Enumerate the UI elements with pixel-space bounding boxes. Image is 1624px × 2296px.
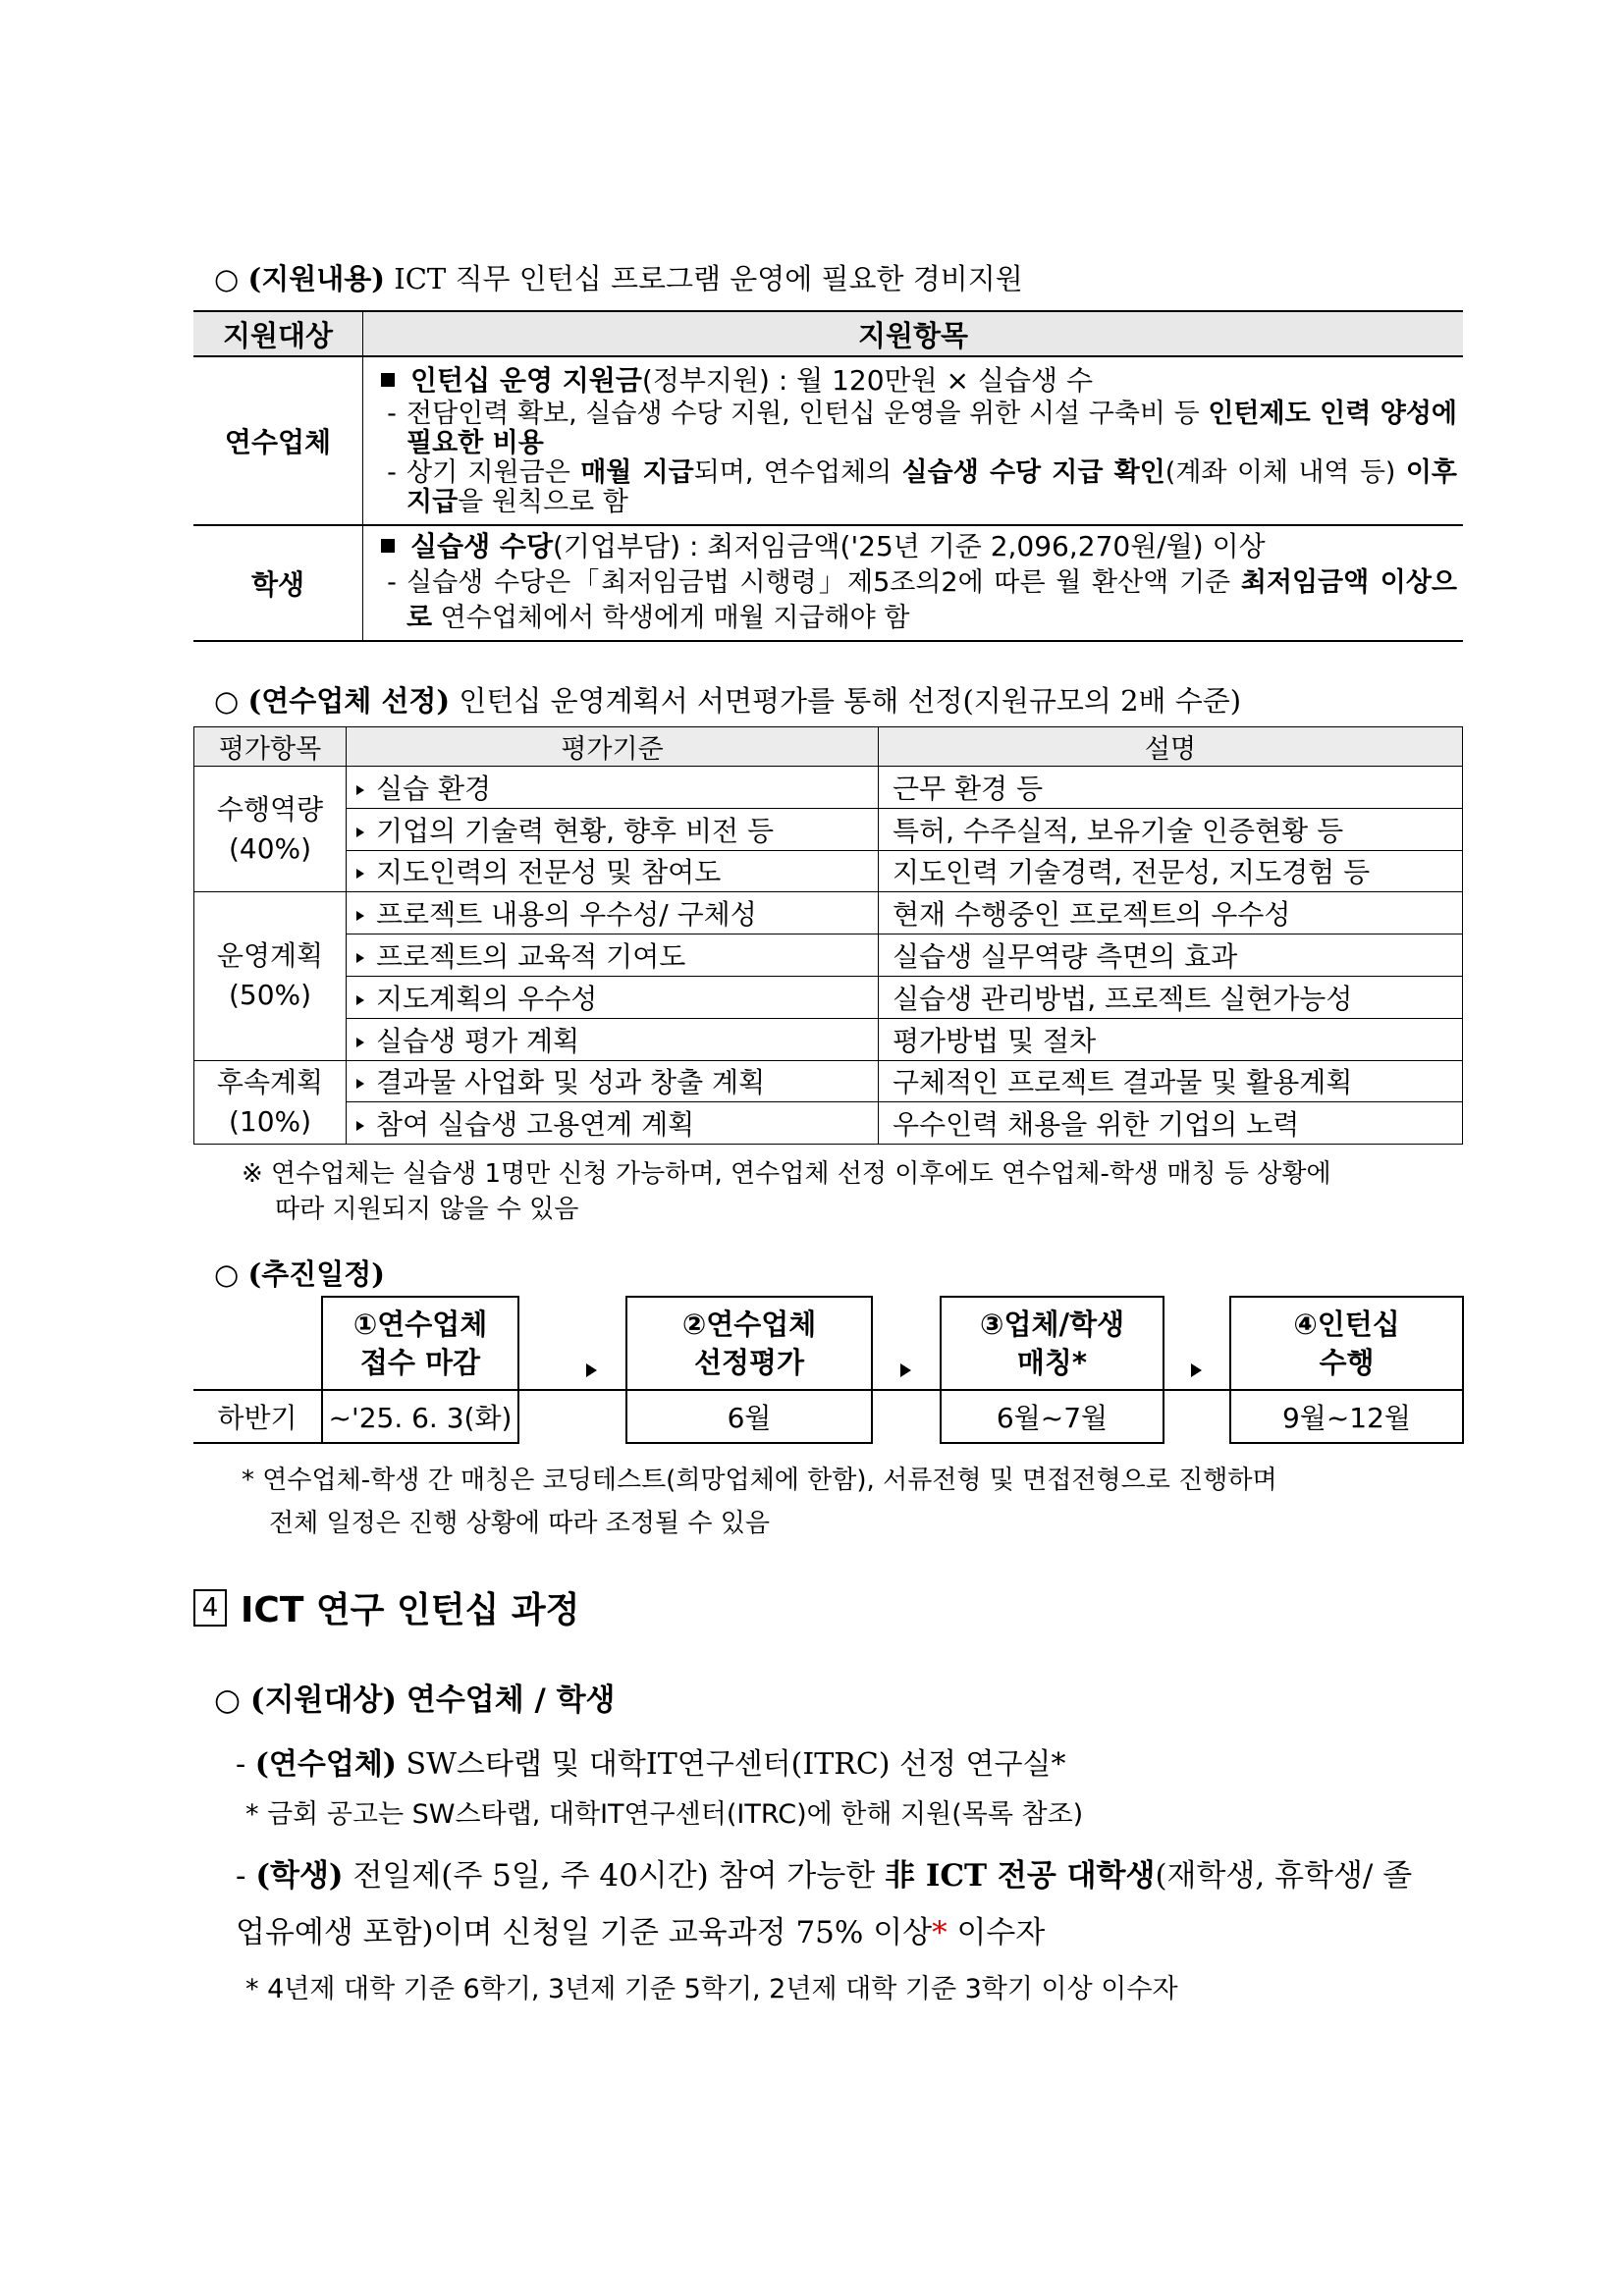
- schedule-step-1: ①연수업체 접수 마감: [321, 1296, 519, 1391]
- triangle-bullet-icon: [356, 995, 364, 1005]
- student-item-1: - 실습생 수당은「최저임금법 시행령」제5조의2에 따른 월 환산액 기준 최저임금액 이상으로 연수업체에서 학생에게 매월 지급해야 함: [387, 567, 1457, 633]
- eval-description: 현재 수행중인 프로젝트의 우수성: [879, 892, 1463, 934]
- eval-header-criteria: 평가기준: [347, 727, 879, 767]
- eval-group-cell: 후속계획 (10%): [194, 1060, 347, 1145]
- student-bullet-bold: 실습생 수당: [410, 530, 553, 562]
- table-row: [194, 976, 1463, 1018]
- schedule-step-2: ②연수업체 선정평가: [625, 1296, 873, 1391]
- student-bullet: [377, 528, 1457, 565]
- eval-criterion: 프로젝트의 교육적 기여도: [347, 934, 879, 977]
- support-content-text: ICT 직무 인턴십 프로그램 운영에 필요한 경비지원: [394, 262, 1023, 295]
- eval-group-cell: 운영계획 (50%): [194, 892, 347, 1060]
- schedule-label: (추진일정): [247, 1257, 386, 1291]
- support-student-cell: [363, 525, 1464, 641]
- selection-heading: [214, 679, 1241, 720]
- table-row: [194, 850, 1463, 892]
- section4-student-note: * 4년제 대학 기준 6학기, 3년제 기준 5학기, 2년제 대학 기준 3학기 이상 이수자: [245, 1974, 1178, 2004]
- schedule-value-1: ~'25. 6. 3(화): [321, 1389, 519, 1444]
- schedule-step-3: ③업체/학생 매칭*: [940, 1296, 1164, 1391]
- section4-company-note: * 금회 공고는 SW스타랩, 대학IT연구센터(ITRC)에 한해 지원(목록 참조): [245, 1799, 1084, 1830]
- table-row: [194, 808, 1463, 850]
- circle-bullet-icon: ○: [214, 262, 240, 295]
- eval-criterion: 지도계획의 우수성: [347, 976, 879, 1018]
- triangle-bullet-icon: [356, 869, 364, 879]
- triangle-bullet-icon: [356, 1121, 364, 1131]
- section4-student: - (학생) 전일제(주 5일, 주 40시간) 참여 가능한 非 ICT 전공 대학생(재학생, 휴학생/ 졸업유예생 포함)이며 신청일 기준 교육과정 75% 이상* 이수자: [236, 1858, 1413, 1950]
- support-table-header-target: 지원대상: [193, 311, 363, 356]
- triangle-bullet-icon: [356, 953, 364, 963]
- schedule-step-4: ④인턴십 수행: [1229, 1296, 1464, 1391]
- eval-header-item: 평가항목: [194, 727, 347, 767]
- arrow-right-icon: [1191, 1363, 1202, 1377]
- support-content-label: (지원내용): [247, 262, 386, 295]
- eval-description: 근무 환경 등: [879, 767, 1463, 809]
- eval-description: 구체적인 프로젝트 결과물 및 활용계획: [879, 1060, 1463, 1102]
- company-bullet: [377, 362, 1457, 400]
- schedule-heading: [214, 1253, 385, 1293]
- support-content-heading: [214, 257, 1023, 297]
- eval-criterion: 결과물 사업화 및 성과 창출 계획: [347, 1060, 879, 1102]
- selection-note: ※ 연수업체는 실습생 1명만 신청 가능하며, 연수업체 선정 이후에도 연수업체-학생 매칭 등 상황에 따라 지원되지 않을 수 있음: [242, 1159, 1331, 1224]
- square-bullet-icon: [381, 373, 395, 387]
- eval-description: 실습생 실무역량 측면의 효과: [879, 934, 1463, 977]
- square-bullet-icon: [381, 539, 395, 553]
- support-company-cell: [363, 356, 1464, 525]
- section-number-box: 4: [193, 1589, 227, 1627]
- schedule-note: * 연수업체-학생 간 매칭은 코딩테스트(희망업체에 한함), 서류전형 및 면접전형으로 진행하며 전체 일정은 진행 상황에 따라 조정될 수 있음: [242, 1466, 1277, 1538]
- table-row: [194, 1102, 1463, 1145]
- support-target-student: 학생: [193, 525, 363, 641]
- eval-description: 특허, 수주실적, 보유기술 인증현황 등: [879, 808, 1463, 850]
- schedule-period-label: 하반기: [193, 1391, 321, 1444]
- triangle-bullet-icon: [356, 785, 364, 795]
- eval-criterion: 기업의 기술력 현황, 향후 비전 등: [347, 808, 879, 850]
- arrow-right-icon: [586, 1363, 597, 1377]
- section4-company: - (연수업체) SW스타랩 및 대학IT연구센터(ITRC) 선정 연구실*: [236, 1747, 1066, 1782]
- eval-description: 실습생 관리방법, 프로젝트 실현가능성: [879, 976, 1463, 1018]
- support-target-company: 연수업체: [193, 356, 363, 525]
- company-bullet-rest: (정부지원) : 월 120만원 × 실습생 수: [641, 364, 1094, 397]
- table-row: [194, 767, 1463, 809]
- eval-description: 평가방법 및 절차: [879, 1018, 1463, 1060]
- schedule-value-4: 9월~12월: [1229, 1389, 1464, 1444]
- eval-criterion: 프로젝트 내용의 우수성/ 구체성: [347, 892, 879, 934]
- table-row: [194, 892, 1463, 934]
- eval-header-desc: 설명: [879, 727, 1463, 767]
- eval-description: 지도인력 기술경력, 전문성, 지도경험 등: [879, 850, 1463, 892]
- section4-title-text: ICT 연구 인턴십 과정: [241, 1590, 580, 1630]
- company-bullet-bold: 인턴십 운영 지원금: [410, 364, 642, 397]
- arrow-right-icon: [900, 1363, 911, 1377]
- support-table: [193, 310, 1463, 642]
- company-item-2: - 상기 지원금은 매월 지급되며, 연수업체의 실습생 수당 지급 확인(계좌 이체 내역 등) 이후 지급을 원칙으로 함: [387, 457, 1457, 517]
- evaluation-table: [193, 726, 1463, 1145]
- student-bullet-rest: (기업부담) : 최저임금액('25년 기준 2,096,270원/월) 이상: [553, 530, 1266, 562]
- schedule-value-3: 6월~7월: [940, 1389, 1164, 1444]
- eval-criterion: 실습 환경: [347, 767, 879, 809]
- selection-text: 인턴십 운영계획서 서면평가를 통해 선정(지원규모의 2배 수준): [459, 684, 1242, 718]
- section4-title: [193, 1582, 579, 1632]
- circle-bullet-icon: ○: [214, 1257, 240, 1291]
- triangle-bullet-icon: [356, 1079, 364, 1089]
- section4-target: ○ (지원대상) 연수업체 / 학생: [214, 1682, 616, 1718]
- table-row: [194, 1060, 1463, 1102]
- eval-criterion: 지도인력의 전문성 및 참여도: [347, 850, 879, 892]
- circle-bullet-icon: ○: [214, 684, 240, 718]
- triangle-bullet-icon: [356, 911, 364, 921]
- schedule-value-2: 6월: [625, 1389, 873, 1444]
- eval-description: 우수인력 채용을 위한 기업의 노력: [879, 1102, 1463, 1145]
- selection-label: (연수업체 선정): [247, 684, 451, 718]
- support-table-header-item: 지원항목: [363, 311, 1464, 356]
- eval-criterion: 참여 실습생 고용연계 계획: [347, 1102, 879, 1145]
- table-row: [194, 934, 1463, 977]
- triangle-bullet-icon: [356, 1038, 364, 1047]
- company-item-1: - 전담인력 확보, 실습생 수당 지원, 인턴십 운영을 위한 시설 구축비 등 인턴제도 인력 양성에 필요한 비용: [387, 399, 1457, 458]
- circle-bullet-icon: ○: [214, 1682, 242, 1718]
- triangle-bullet-icon: [356, 828, 364, 837]
- eval-criterion: 실습생 평가 계획: [347, 1018, 879, 1060]
- eval-group-cell: 수행역량 (40%): [194, 767, 347, 892]
- table-row: [194, 1018, 1463, 1060]
